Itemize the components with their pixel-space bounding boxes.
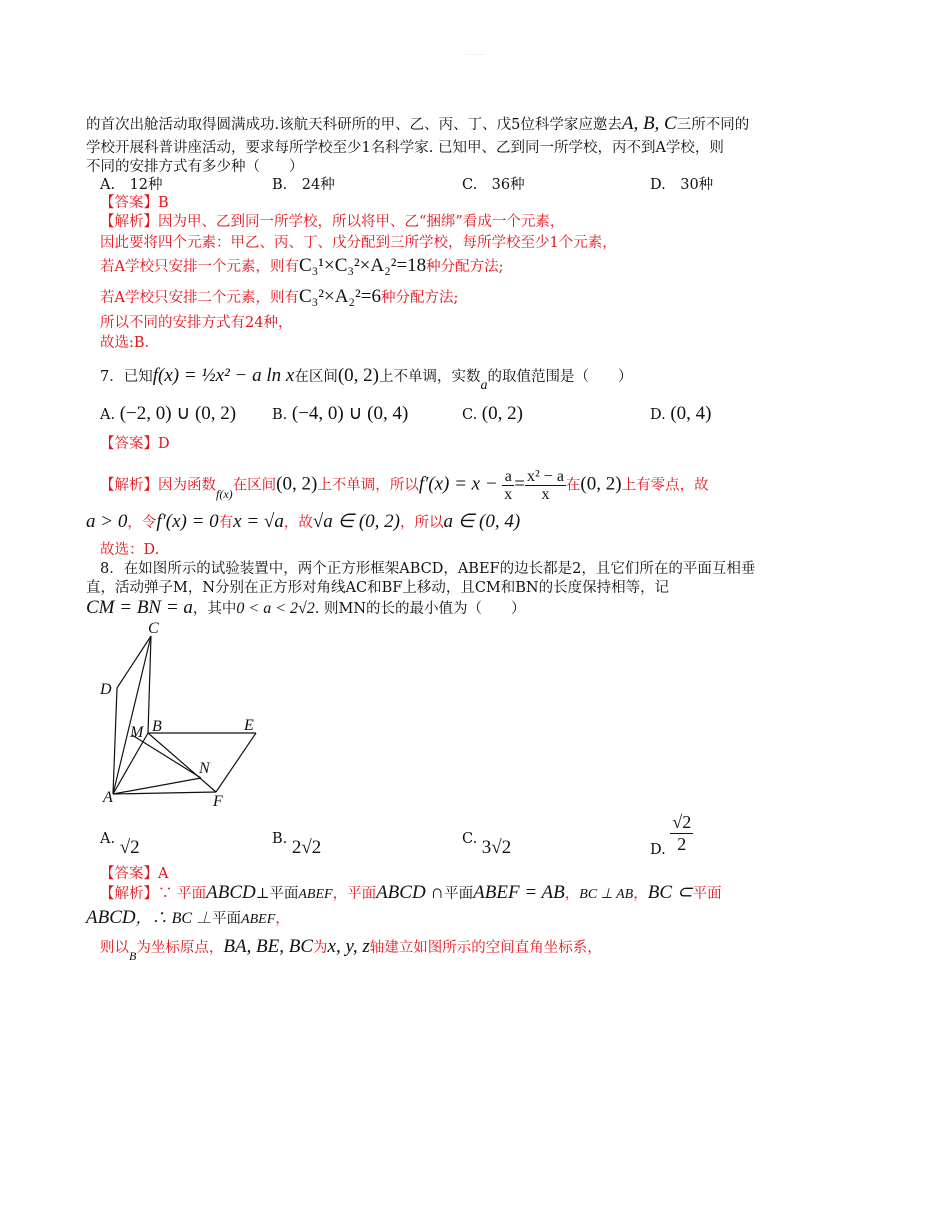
- q6-analysis-text1: 因为甲、乙到同一所学校，所以将甲、乙“捆绑”看成一个元素，: [158, 214, 565, 230]
- label-c: C: [148, 620, 159, 637]
- q7-a-range: a ∈ (0, 4): [443, 511, 521, 532]
- q8-option-c: [462, 828, 512, 858]
- q6-stem-line2: 学校开展科普讲座活动，要求每所学校至少1名科学家. 已知甲、乙到同一所学校，丙不到A学校，则: [86, 140, 724, 156]
- q8-a3-a: 则以: [100, 940, 129, 956]
- q7-option-d-value: (0, 4): [670, 403, 712, 424]
- q6-stem-line3: 不同的安排方式有多少种（ ）: [86, 159, 304, 175]
- q6-option-d: D. 30种: [650, 177, 714, 193]
- edge-dc: [117, 636, 151, 688]
- q8-a3-g: 轴建立如图所示的空间直角坐标系，: [369, 940, 602, 956]
- q8-a3-c: 为坐标原点，: [136, 940, 224, 956]
- label-m: M: [130, 724, 144, 741]
- q6-analysis-line1: [100, 212, 564, 232]
- q7-analysis-post: 上有零点，故: [621, 477, 709, 494]
- q7-derivative-zero: f′(x) = 0: [156, 511, 219, 532]
- q7-a-positive: a > 0: [86, 511, 128, 532]
- q8-analysis-label: 【解析】: [100, 886, 158, 902]
- q7-analysis-interval: (0, 2): [276, 473, 318, 495]
- q7-analysis-equals: =: [514, 473, 525, 495]
- q7-sqrt-a-range: √a ∈ (0, 2): [312, 511, 400, 532]
- q8-option-a: [100, 828, 140, 858]
- q6-analysis3-math: C₃¹×C₃²×A₂²=18: [298, 255, 427, 276]
- q8-option-c-value: 3√2: [481, 837, 512, 858]
- q7-line2-text2: 有: [218, 515, 234, 531]
- q8-a1-d: ABEF: [298, 887, 333, 902]
- label-e: E: [244, 717, 254, 734]
- q6-schools-math: A, B, C: [621, 113, 677, 134]
- q6-option-b: B. 24种: [272, 177, 335, 193]
- q8-a3-f: x, y, z: [327, 936, 370, 957]
- q8-a3-b: B: [129, 949, 137, 963]
- q7-frac2-num: x² − a: [527, 468, 564, 485]
- q8-geometry-figure: [96, 618, 276, 814]
- q6-analysis3-pre: 若A学校只安排一个元素，则有: [100, 259, 299, 275]
- q8-option-d: [650, 812, 693, 858]
- q8-a1-i: ，: [564, 886, 580, 902]
- figure-lines: [113, 636, 256, 794]
- q8-option-b-letter: B.: [272, 831, 288, 847]
- q7-x-sqrt-a: x = √a: [233, 511, 284, 532]
- q8-a1-h: ABEF = AB: [473, 882, 565, 903]
- q7-frac2-den: x: [541, 486, 550, 503]
- edge-cb: [148, 636, 151, 733]
- q7-analysis-func: f(x): [216, 486, 233, 501]
- q8-analysis-line1: [100, 883, 722, 905]
- q8-a1-a: ∵ 平面: [158, 886, 207, 902]
- q7-option-b-letter: B.: [272, 407, 288, 423]
- q6-option-a: A. 12种: [100, 177, 163, 193]
- q8-stem-line1: 8．在如图所示的试验装置中，两个正方形框架ABCD，ABEF的边长都是2，且它们所在的平面互相垂: [100, 561, 756, 577]
- q7-stem-mid: 在区间: [294, 369, 338, 385]
- q6-answer: 【答案】B: [100, 195, 169, 211]
- q7-option-d-letter: D.: [650, 407, 666, 423]
- q6-analysis4-post: 种分配方法;: [380, 290, 459, 306]
- q8-a3-d: BA, BE, BC: [223, 936, 314, 957]
- q8-a1-j: BC ⊥ AB: [579, 887, 634, 902]
- q8-option-b: [272, 828, 322, 858]
- q8-a1-l: BC ⊂: [647, 882, 693, 903]
- label-n: N: [199, 760, 210, 777]
- q7-analysis-derivative: f′(x) = x −: [418, 473, 498, 495]
- q8-a1-g: 平面: [444, 886, 474, 902]
- page-header-mark: ············: [465, 52, 485, 58]
- q7-option-b: [272, 404, 408, 425]
- q8-option-d-fraction: [670, 812, 693, 855]
- q7-fraction-a-over-x: [502, 468, 514, 503]
- q8-a1-c: ⊥平面: [255, 886, 299, 902]
- label-f: F: [213, 793, 223, 810]
- q8-a2-b: ，∴ BC ⊥: [135, 910, 213, 927]
- q6-analysis4-math: C₃²×A₂²=6: [298, 286, 381, 307]
- q8-option-a-letter: A.: [100, 831, 116, 847]
- segment-mn: [132, 735, 201, 778]
- q8-a1-m: 平面: [692, 886, 722, 902]
- q7-analysis-mid2: 上不单调，所以: [317, 477, 419, 494]
- label-a: A: [103, 789, 113, 806]
- q8-a1-b: ABCD: [206, 882, 256, 903]
- q6-stem-line1: [86, 114, 749, 135]
- q6-option-c: C. 36种: [462, 177, 525, 193]
- q7-stem-post: 的取值范围是（ ）: [487, 369, 633, 385]
- label-b: B: [152, 718, 162, 735]
- q7-analysis-interval2: (0, 2): [580, 473, 622, 495]
- q8-answer: 【答案】A: [100, 866, 169, 882]
- label-d: D: [100, 681, 112, 698]
- q8-a2-a: ABCD: [86, 907, 136, 928]
- q8-option-d-num: √2: [672, 812, 692, 832]
- q7-answer: 【答案】D: [100, 436, 170, 452]
- q7-analysis-label: 【解析】: [100, 477, 158, 494]
- q6-stem-text: 的首次出舱活动取得圆满成功.该航天科研所的甲、乙、丙、丁、戊5位科学家应邀去: [86, 117, 622, 133]
- q7-option-d: [650, 404, 711, 425]
- q8-a1-f: ABCD ∩: [376, 882, 445, 903]
- q7-stem: [100, 365, 633, 393]
- q6-stem-tail: 三所不同的: [676, 117, 750, 133]
- q8-option-b-value: 2√2: [291, 837, 322, 858]
- q8-a3-e: 为: [313, 940, 328, 956]
- q8-stem-line2: 直，活动弹子M，N分别在正方形对角线AC和BF上移动，且CM和BN的长度保持相等，记: [86, 580, 670, 596]
- q7-analysis-line1: [100, 468, 709, 503]
- edge-ef: [216, 733, 256, 792]
- q7-stem-mid2: 上不单调，实数: [379, 369, 481, 385]
- q7-option-a: [100, 404, 236, 425]
- q8-a1-e: ，平面: [332, 886, 377, 902]
- q7-option-c-letter: C.: [462, 407, 478, 423]
- q6-analysis-line4: [100, 287, 458, 308]
- q8-stem-post: . 则MN的长的最小值为（ ）: [314, 601, 526, 617]
- q8-stem-mid: ，其中: [192, 601, 237, 617]
- q7-frac1-num: a: [502, 468, 514, 486]
- q7-function-math: f(x) = ½x² − a ln x: [152, 365, 295, 386]
- q7-analysis-mid3: 在: [565, 477, 581, 494]
- q8-a2-e: ，: [275, 911, 290, 927]
- edge-ca: [113, 636, 151, 794]
- q8-a2-c: 平面: [212, 911, 242, 927]
- edge-af: [113, 792, 216, 794]
- q7-analysis-mid: 在区间: [232, 477, 277, 494]
- q6-analysis-line3: [100, 256, 504, 277]
- q6-analysis-label: 【解析】: [100, 214, 158, 230]
- q7-line2-text3: ，故: [283, 515, 313, 531]
- q8-range-math: 0 < a < 2√2: [236, 600, 315, 617]
- q6-analysis-line2: 因此要将四个元素：甲乙、丙、丁、戊分配到三所学校，每所学校至少1个元素，: [100, 235, 617, 251]
- q6-analysis-line5: 所以不同的安排方式有24种，: [100, 315, 293, 331]
- q7-frac1-den: x: [504, 486, 513, 503]
- q7-conclusion: 故选：D.: [100, 542, 160, 558]
- q7-stem-pre: 7．已知: [100, 369, 153, 385]
- q8-option-c-letter: C.: [462, 831, 478, 847]
- q7-interval-math: (0, 2): [337, 365, 379, 386]
- q7-option-a-letter: A.: [100, 407, 116, 423]
- q7-line2-text4: ，所以: [400, 515, 444, 531]
- q7-variable-a: a: [480, 378, 488, 393]
- q8-analysis-line3: [100, 936, 602, 963]
- q7-analysis-pre: 因为函数: [158, 477, 216, 494]
- q7-option-a-value: (−2, 0) ∪ (0, 2): [119, 403, 237, 424]
- q8-analysis-line2: [86, 908, 290, 930]
- q6-analysis4-pre: 若A学校只安排二个元素，则有: [100, 290, 299, 306]
- q7-option-b-value: (−4, 0) ∪ (0, 4): [291, 403, 409, 424]
- segment-an: [113, 778, 201, 794]
- q7-option-c: [462, 404, 523, 425]
- q8-cm-bn-math: CM = BN = a: [86, 597, 193, 618]
- q7-fraction-x2-a-over-x: [525, 468, 566, 503]
- q6-analysis3-post: 种分配方法;: [426, 259, 504, 275]
- q6-conclusion: 故选:B.: [100, 335, 150, 351]
- q7-line2-text1: ，令: [127, 515, 157, 531]
- q8-stem-line3: [86, 598, 526, 619]
- q7-option-c-value: (0, 2): [481, 403, 523, 424]
- q7-analysis-line2: [86, 512, 520, 533]
- q8-a1-k: ，: [633, 886, 648, 902]
- q8-option-a-value: √2: [119, 837, 140, 858]
- q8-option-d-letter: D.: [650, 841, 666, 858]
- q8-a2-d: ABEF: [241, 912, 276, 927]
- q8-option-d-den: 2: [677, 834, 687, 854]
